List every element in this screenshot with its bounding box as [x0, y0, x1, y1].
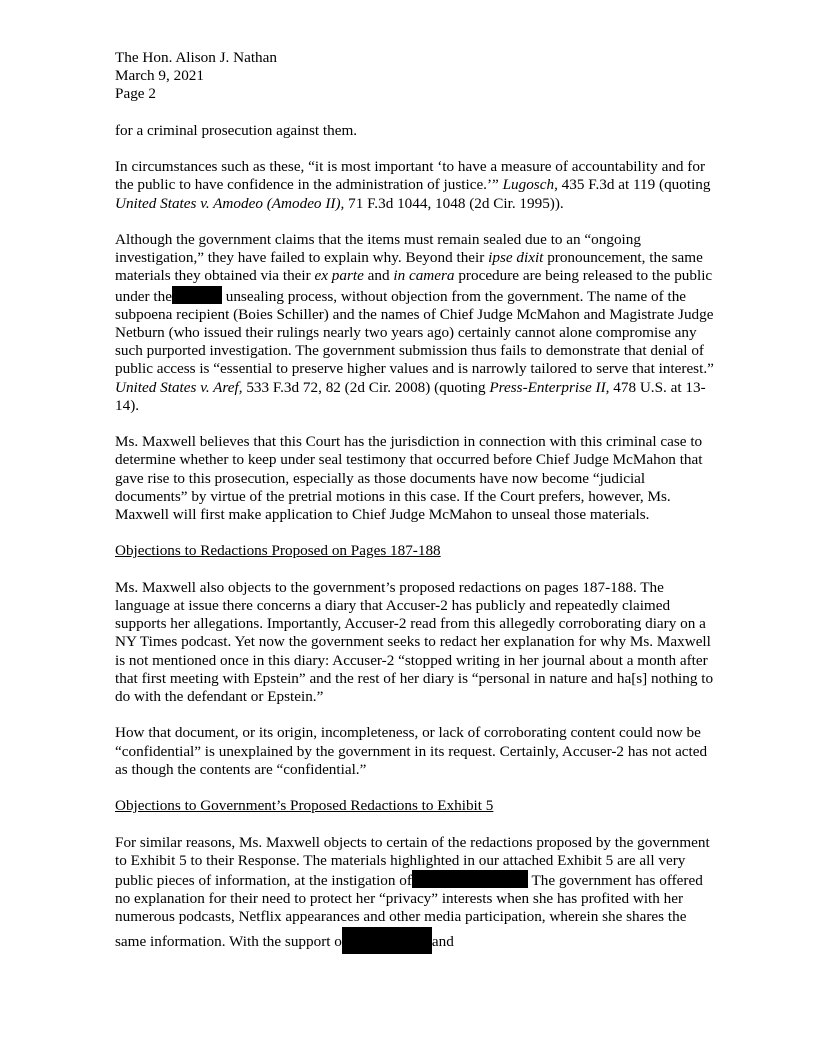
p3-text-h: unsealing process, without objection from the government. The name of the subpoena recipient (Boies Schiller) and the names of Chief Judge McMahon and Magistrate Judge Netburn (who issued their rulings nearly two years ago) certainly cannot alone compromise any such purported investigation. The government submission thus fails to demonstrate that denial of public access is “essential to preserve higher values and is narrowly tailored to serve that interest.”	[115, 287, 714, 378]
paragraph-6: How that document, or its origin, incompleteness, or lack of corroborating content could now be “confidential” is unexplained by the government in its request. Certainly, Accuser-2 has not acted as though the contents are “confidential.”	[115, 724, 708, 778]
paragraph-5: Ms. Maxwell also objects to the government’s proposed redactions on pages 187-188. The language at issue there concerns a diary that Accuser-2 has publicly and repeatedly claimed supports her allegations. Importantly, Accuser-2 read from this allegedly corroborating diary on a NY Times podcast. Yet now the government seeks to redact her explanation for why Ms. Maxwell is not mentioned once in this diary: Accuser-2 “stopped writing in her journal about a month after that first meeting with Epstein” and the rest of her diary is “personal in nature and ha[s] nothing to do with the defendant or Epstein.”	[115, 578, 714, 706]
p7-text-c: and	[431, 932, 454, 950]
redaction-box	[172, 286, 222, 304]
p3-case-press-enterprise: Press-Enterprise II,	[489, 378, 610, 396]
p7-text-b: The government has offered no explanation for their need to protect her “privacy” interests when she has profited with her numerous podcasts, Netflix appearances and other media participation, wherein she shares the same information. With the support o	[115, 872, 703, 950]
p2-case-amodeo: United States v. Amodeo (Amodeo II),	[115, 194, 345, 212]
paragraph-2	[115, 158, 721, 213]
p2-text-c: , 435 F.3d at 119 (quoting	[554, 176, 711, 194]
redaction-box	[412, 870, 528, 888]
date-line: March 9, 2021	[115, 67, 204, 85]
heading-2-text: Objections to Government’s Proposed Redactions to Exhibit 5	[115, 797, 494, 815]
p3-text-c: pronouncement, the same materials they obtained via their	[115, 249, 703, 285]
p2-text-e: 71 F.3d 1044, 1048 (2d Cir. 1995)).	[344, 194, 564, 212]
p3-text-l: 478 U.S. at 13-14).	[115, 378, 706, 414]
page-number-line: Page 2	[115, 85, 156, 103]
section-heading-pages-187-188	[115, 542, 721, 560]
p2-text-a: In circumstances such as these, “it is most important ‘to have a measure of accountability and for the public to have confidence in the administration of justice.’”	[115, 158, 706, 194]
paragraph-1: for a criminal prosecution against them.	[115, 121, 358, 139]
p3-text-j: 533 F.3d 72, 82 (2d Cir. 2008) (quoting	[242, 378, 490, 396]
section-heading-exhibit-5	[115, 797, 721, 815]
heading-1-text: Objections to Redactions Proposed on Pages 187-188	[115, 542, 441, 560]
p2-case-lugosch: Lugosch	[502, 176, 555, 194]
letter-header	[115, 49, 721, 104]
p3-case-aref: United States v. Aref,	[115, 378, 243, 396]
p7-text-a: For similar reasons, Ms. Maxwell objects to certain of the redactions proposed by the government to Exhibit 5 to their Response. The materials highlighted in our attached Exhibit 5 are all very public pieces of information, at the instigation of	[115, 833, 710, 889]
p3-ipse-dixit: ipse dixit	[488, 249, 544, 267]
paragraph-4: Ms. Maxwell believes that this Court has the jurisdiction in connection with this criminal case to determine whether to keep under seal testimony that occurred before Chief Judge McMahon that gave rise to this prosecution, especially as those documents have now become “judicial documents” by virtue of the pretrial motions in this case. If the Court prefers, however, Ms. Maxwell will first make application to Chief Judge McMahon to unseal those materials.	[115, 433, 703, 524]
p3-ex-parte: ex parte	[314, 267, 364, 285]
p3-text-e: and	[363, 267, 394, 285]
p3-text-a: Although the government claims that the items must remain sealed due to an “ongoing investigation,” they have failed to explain why. Beyond their	[115, 230, 641, 267]
paragraph-3	[115, 231, 721, 415]
p3-text-g: procedure are being released to the public under the	[115, 267, 713, 305]
letter-page	[115, 49, 721, 972]
recipient-line: The Hon. Alison J. Nathan	[115, 49, 277, 66]
redaction-box	[342, 927, 432, 954]
paragraph-7	[115, 834, 721, 954]
p3-in-camera: in camera	[393, 267, 455, 285]
